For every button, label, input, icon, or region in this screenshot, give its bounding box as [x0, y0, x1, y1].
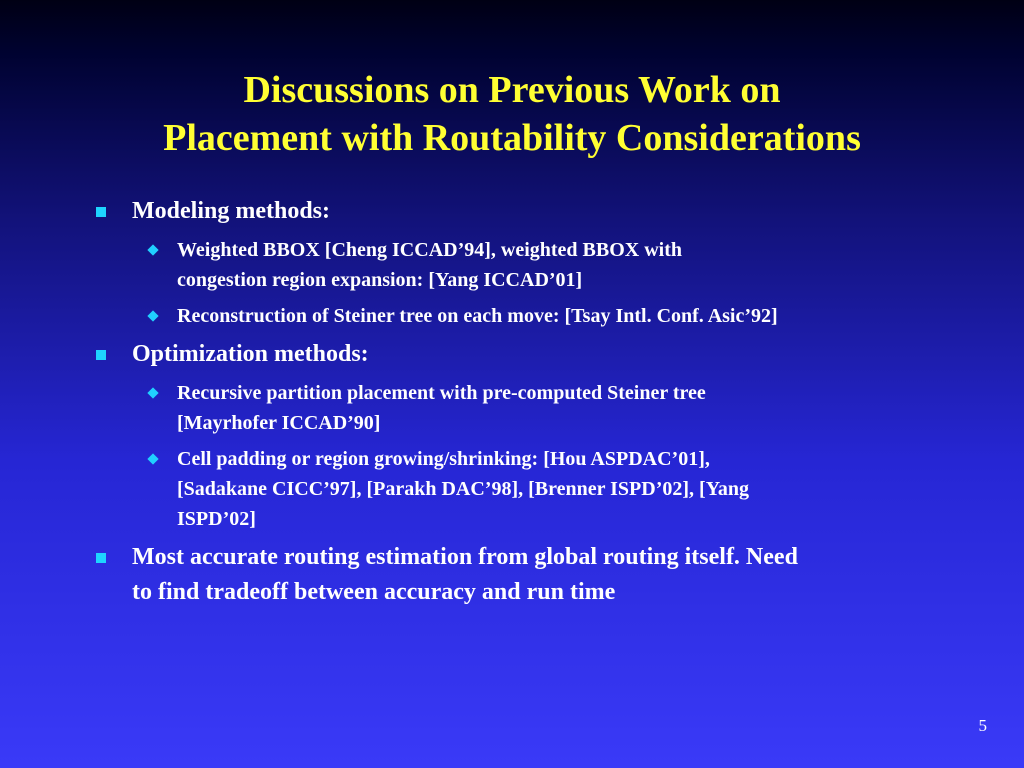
bullet-modeling-methods: [94, 194, 974, 229]
title-line-1: Discussions on Previous Work on: [243, 69, 781, 111]
sub-bullet-line: Reconstruction of Steiner tree on each move: [Tsay Intl. Conf. Asic’92]: [177, 305, 778, 327]
sub-bullet-steiner-reconstruction: [148, 301, 967, 331]
sub-bullet-line: ISPD’02]: [177, 508, 256, 530]
bullet-text-line: Most accurate routing estimation from global routing itself. Need: [132, 544, 798, 570]
diamond-bullet-icon: [147, 310, 158, 321]
bullet-optimization-methods: [94, 337, 974, 372]
bullet-text-line: to find tradeoff between accuracy and run time: [132, 579, 616, 605]
sub-bullet-line: Weighted BBOX [Cheng ICCAD’94], weighted BBOX with: [177, 239, 683, 261]
page-number: 5: [978, 716, 987, 735]
bullet-routing-estimation: [94, 540, 974, 610]
diamond-bullet-icon: [147, 387, 158, 398]
sub-bullet-cell-padding: [148, 444, 877, 534]
slide-title: [0, 66, 1024, 162]
square-bullet-icon: [96, 350, 106, 360]
title-line-2: Placement with Routability Considerations: [163, 117, 861, 159]
diamond-bullet-icon: [147, 453, 158, 464]
bullet-text: Optimization methods:: [132, 341, 369, 367]
sub-bullet-weighted-bbox: [148, 235, 877, 295]
sub-bullet-recursive-partition: [148, 378, 877, 438]
slide-body: [94, 194, 974, 616]
square-bullet-icon: [96, 553, 106, 563]
square-bullet-icon: [96, 207, 106, 217]
diamond-bullet-icon: [147, 244, 158, 255]
sub-bullet-line: Cell padding or region growing/shrinking: [Hou ASPDAC’01],: [177, 448, 710, 470]
bullet-text: Modeling methods:: [132, 198, 330, 224]
sub-bullet-line: congestion region expansion: [Yang ICCAD’01]: [177, 269, 583, 291]
sub-bullet-line: [Mayrhofer ICCAD’90]: [177, 412, 381, 434]
sub-bullet-line: Recursive partition placement with pre-computed Steiner tree: [177, 382, 706, 404]
sub-bullet-line: [Sadakane CICC’97], [Parakh DAC’98], [Brenner ISPD’02], [Yang: [177, 478, 750, 500]
